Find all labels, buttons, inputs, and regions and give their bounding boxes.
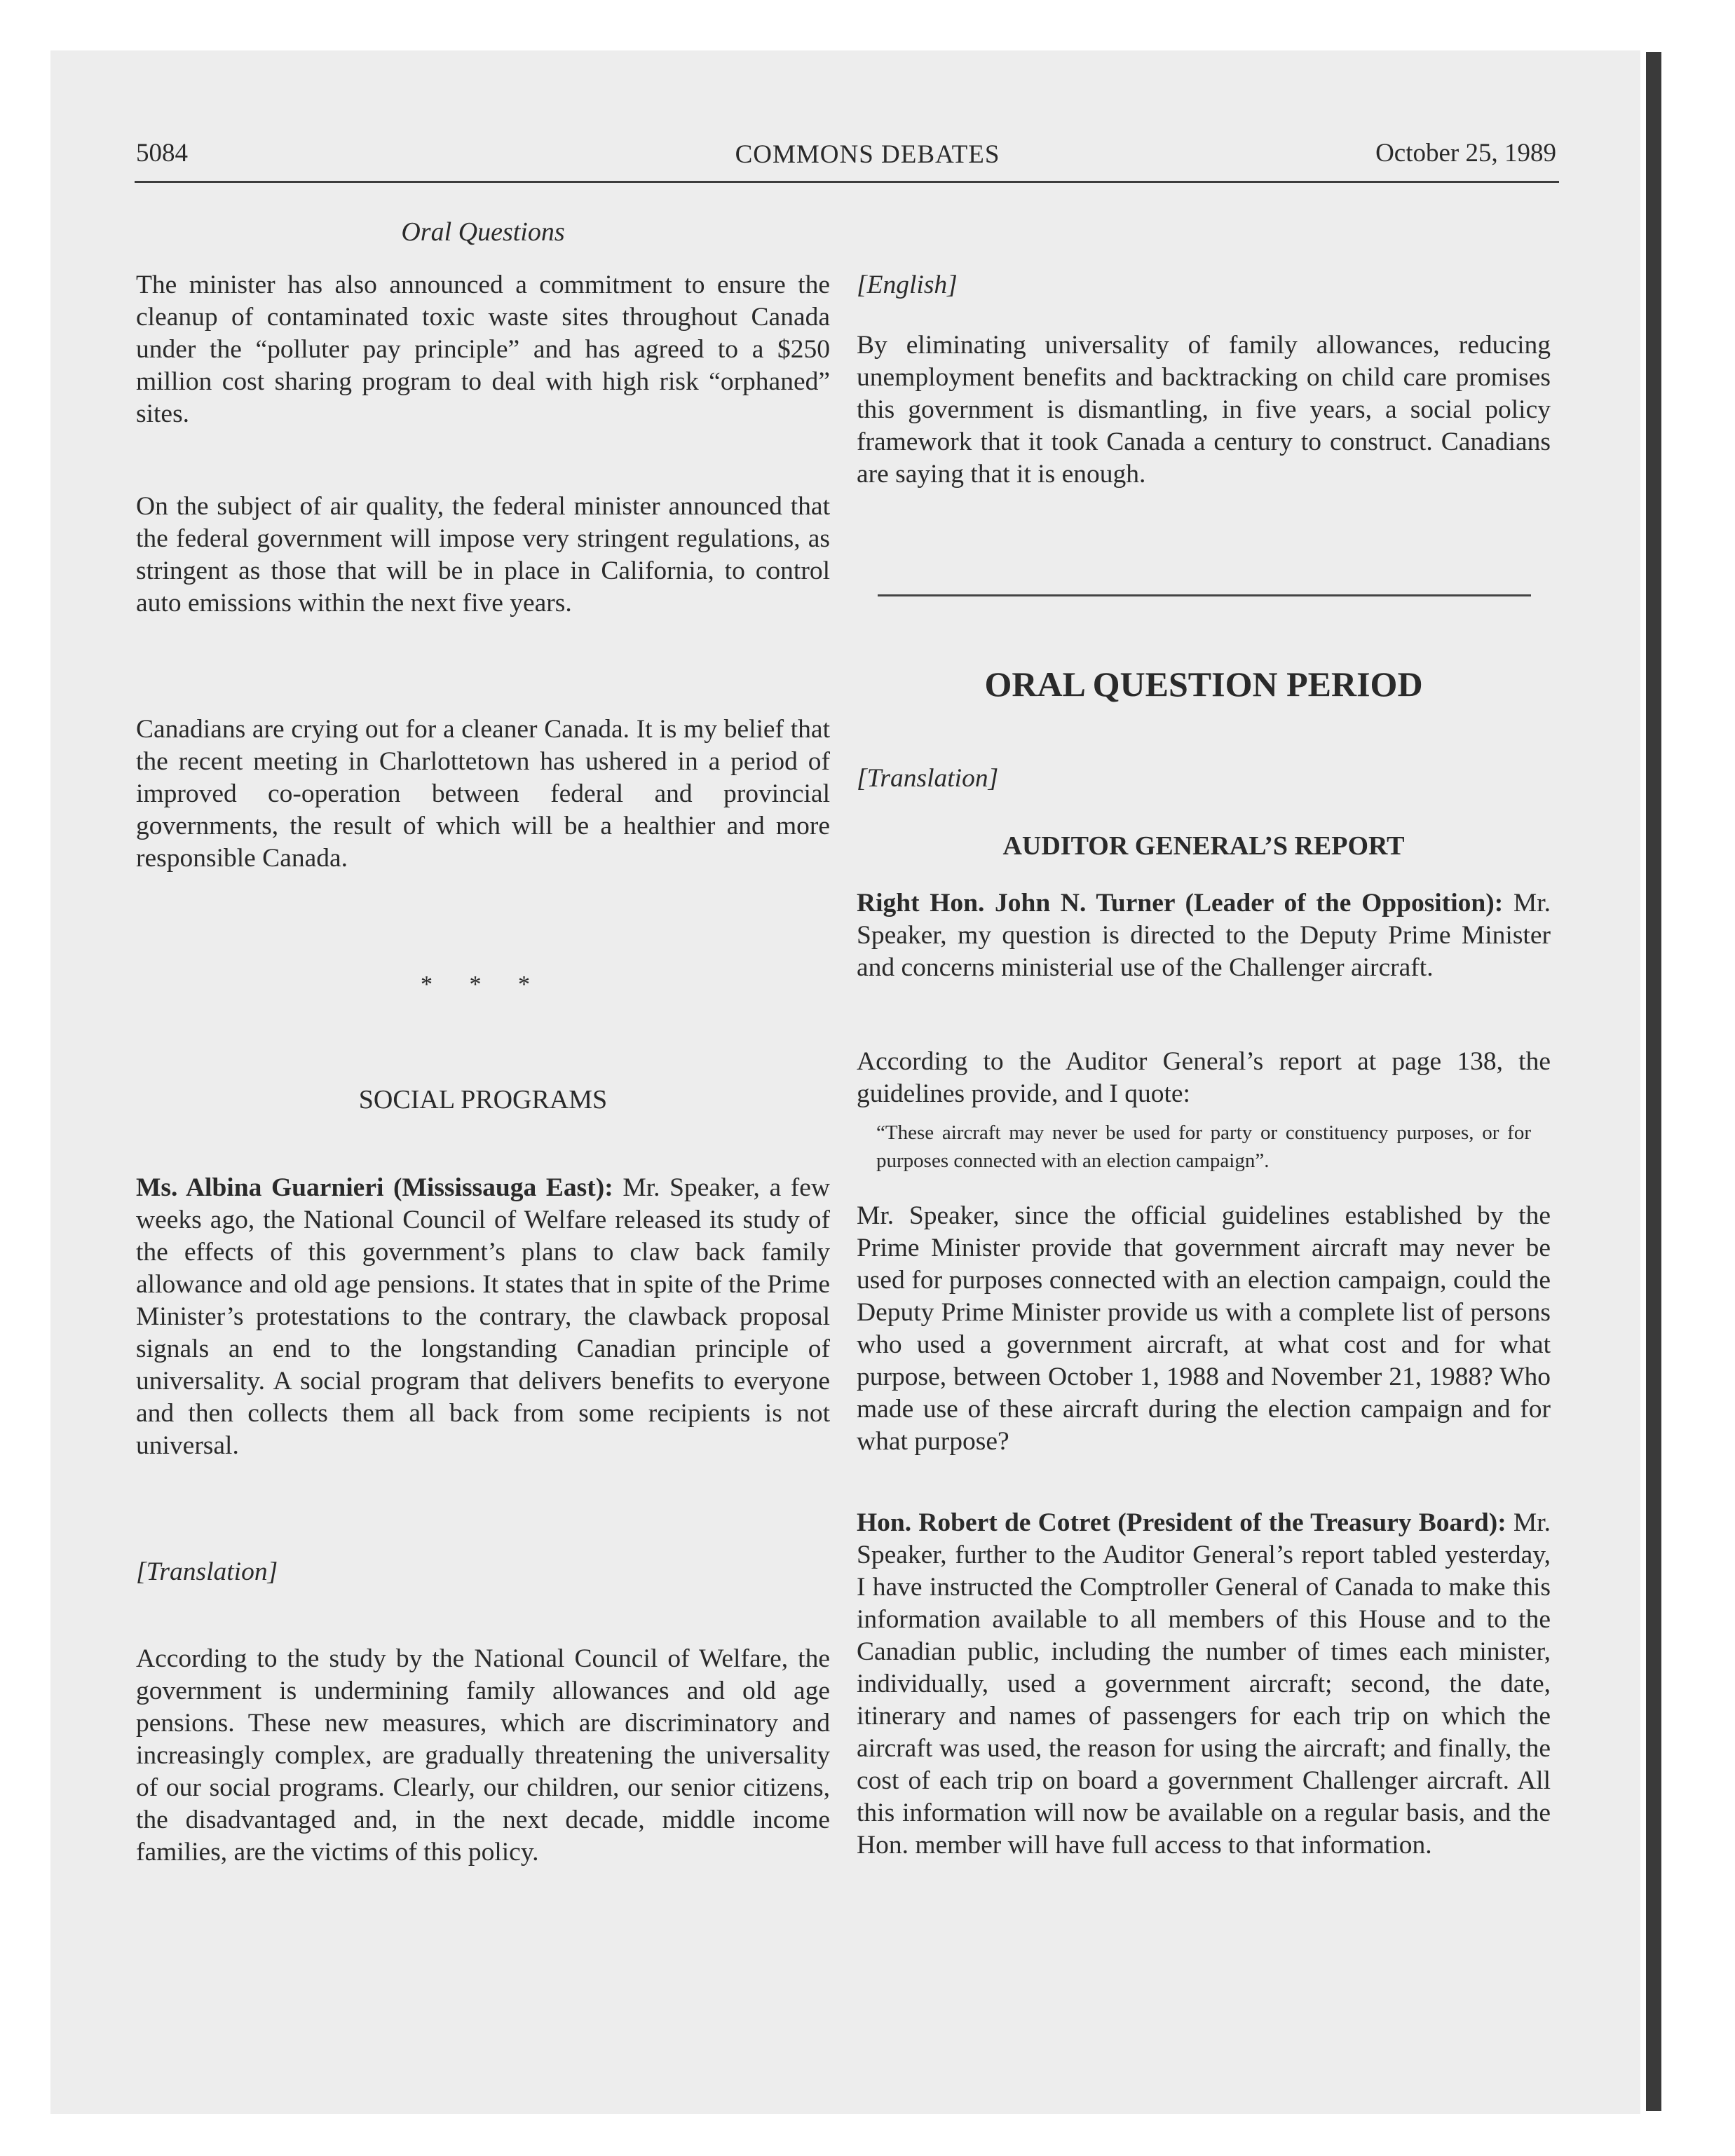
paragraph-according: According to the Auditor General’s report at page 138, the guidelines provide, and I quote: xyxy=(857,1047,1551,1108)
page-date: October 25, 1989 xyxy=(1375,139,1556,168)
paragraph-cleaner-canada: Canadians are crying out for a cleaner Canada. It is my belief that the recent meeting in Charlottetown has ushered in a period of improved co-operation between federal and provincial governments, the result of which will be a healthier and more responsible Canada. xyxy=(136,715,830,873)
speech-turner: Mr. Speaker, my question is directed to the Deputy Prime Minister and concerns ministerial use of the Challenger aircraft. xyxy=(857,889,1551,982)
speech-decotret: Mr. Speaker, further to the Auditor General’s report tabled yesterday, I have instructed the Comptroller General of Canada to make this information available to all members of this House and to the Canadian public, including the number of times each minister, individually, used a government aircraft; second, the date, itinerary and names of passengers for each trip on which the aircraft was used, the reason for using the aircraft; and finally, the cost of each trip on board a government Challenger aircraft. All this information will now be available on a regular basis, and the Hon. member will have full access to that information. xyxy=(857,1508,1551,1860)
paragraph-cleanup: The minister has also announced a commitment to ensure the cleanup of contaminated toxic waste sites throughout Canada under the “polluter pay principle” and has agreed to a $250 million cost sharing program to deal with high risk “orphaned” sites. xyxy=(136,271,830,428)
heading-social-programs: SOCIAL PROGRAMS xyxy=(358,1085,608,1114)
speaker-turner: Right Hon. John N. Turner (Leader of the Opposition): xyxy=(857,889,1504,917)
translation-label-right: [Translation] xyxy=(857,764,999,793)
english-label: [English] xyxy=(857,271,958,299)
paragraph-guarnieri xyxy=(136,1172,830,1462)
paragraph-decotret xyxy=(857,1507,1551,1862)
paragraph-air-quality: On the subject of air quality, the federal minister announced that the federal government will impose very stringent regulations, as stringent as those that will be in place in California, to control auto emissions within the next five years. xyxy=(136,492,830,618)
paragraph-universality: By eliminating universality of family allowances, reducing unemployment benefits and backtracking on child care promises this government is dismantling, in five years, a social policy framework that it took Canada a century to construct. Canadians are saying that it is enough. xyxy=(857,331,1551,489)
translation-label-left: [Translation] xyxy=(136,1557,278,1586)
heading-auditor-general: AUDITOR GENERAL’S REPORT xyxy=(1002,831,1405,861)
paragraph-turner xyxy=(857,887,1551,984)
guideline-quote: “These aircraft may never be used for party or constituency purposes, or for purposes connected with an election campaign”. xyxy=(876,1121,1531,1172)
speaker-decotret: Hon. Robert de Cotret (President of the Treasury Board): xyxy=(857,1508,1506,1537)
speaker-guarnieri: Ms. Albina Guarnieri (Mississauga East): xyxy=(136,1173,613,1202)
section-label: Oral Questions xyxy=(401,217,565,247)
publication-title: COMMONS DEBATES xyxy=(735,140,1000,169)
page-number: 5084 xyxy=(136,139,188,168)
section-rule xyxy=(878,594,1531,596)
header-rule xyxy=(135,181,1559,183)
section-separator: * * * xyxy=(421,971,545,997)
scan-edge-bar xyxy=(1646,52,1661,2111)
paragraph-study: According to the study by the National Council of Welfare, the government is undermining family allowances and old age pensions. These new measures, which are discriminatory and increasingly complex, are gradually threatening the universality of our social programs. Clearly, our children, our senior citizens, the disadvantaged and, in the next decade, middle income families, are the victims of this policy. xyxy=(136,1644,830,1867)
paragraph-election-aircraft: Mr. Speaker, since the official guidelines established by the Prime Minister provide that government aircraft may never be used for purposes connected with an election campaign, could the Deputy Prime Minister provide us with a complete list of persons who used a government aircraft, at what cost and for what purpose, between October 1, 1988 and November 21, 1988? Who made use of these aircraft during the election campaign and for what purpose? xyxy=(857,1201,1551,1456)
heading-oral-question-period: ORAL QUESTION PERIOD xyxy=(984,664,1423,704)
speech-guarnieri: Mr. Speaker, a few weeks ago, the National Council of Welfare released its study of the effects of this government’s plans to claw back family allowance and old age pensions. It states that in spite of the Prime Minister’s protestations to the contrary, the clawback proposal signals an end to the longstanding Canadian principle of universality. A social program that delivers benefits to everyone and then collects them all back from some recipients is not universal. xyxy=(136,1173,830,1460)
